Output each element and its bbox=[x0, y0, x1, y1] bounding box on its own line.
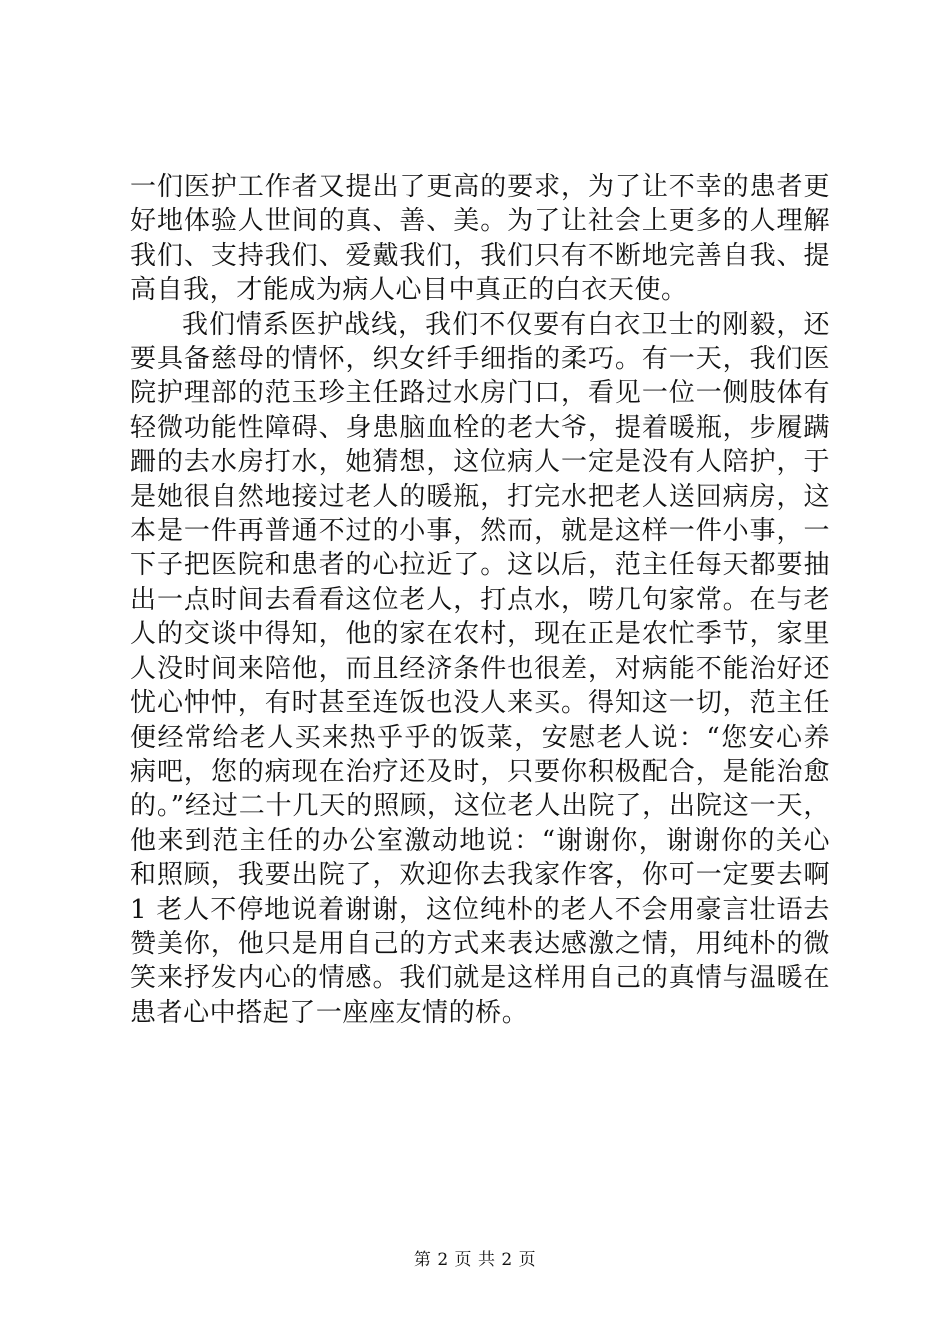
paragraph-2: 我们情系医护战线，我们不仅要有白衣卫士的刚毅，还要具备慈母的情怀，织女纤手细指的柔巧。有一天，我们医院护理部的范玉珍主任路过水房门口，看见一位一侧肢体有轻微功能性障碍、身患脑血栓的老大爷，提着暖瓶，步履蹒跚的去水房打水，她猜想，这位病人一定是没有人陪护，于是她很自然地接过老人的暖瓶，打完水把老人送回病房，这本是一件再普通不过的小事，然而，就是这样一件小事，一下子把医院和患者的心拉近了。这以后，范主任每天都要抽出一点时间去看看这位老人，打点水，唠几句家常。在与老人的交谈中得知，他的家在农村，现在正是农忙季节，家里人没时间来陪他，而且经济条件也很差，对病能不能治好还忧心忡忡，有时甚至连饭也没人来买。得知这一切，范主任便经常给老人买来热乎乎的饭菜，安慰老人说：“您安心养病吧，您的病现在治疗还及时，只要你积极配合，是能治愈的。”经过二十几天的照顾，这位老人出院了，出院这一天，他来到范主任的办公室激动地说：“谢谢你，谢谢你的关心和照顾，我要出院了，欢迎你去我家作客，你可一定要去啊 1 老人不停地说着谢谢，这位纯朴的老人不会用豪言壮语去赞美你，他只是用自己的方式来表达感激之情，用纯朴的微笑来抒发内心的情感。我们就是这样用自己的真情与温暖在患者心中搭起了一座座友情的桥。 bbox=[130, 309, 830, 1028]
document-body bbox=[130, 170, 830, 1030]
paragraph-1: 一们医护工作者又提出了更高的要求，为了让不幸的患者更好地体验人世间的真、善、美。为了让社会上更多的人理解我们、支持我们、爱戴我们，我们只有不断地完善自我、提高自我，才能成为病人心目中真正的白衣天使。 bbox=[130, 172, 830, 306]
page-footer: 第 2 页 共 2 页 bbox=[413, 1250, 537, 1270]
